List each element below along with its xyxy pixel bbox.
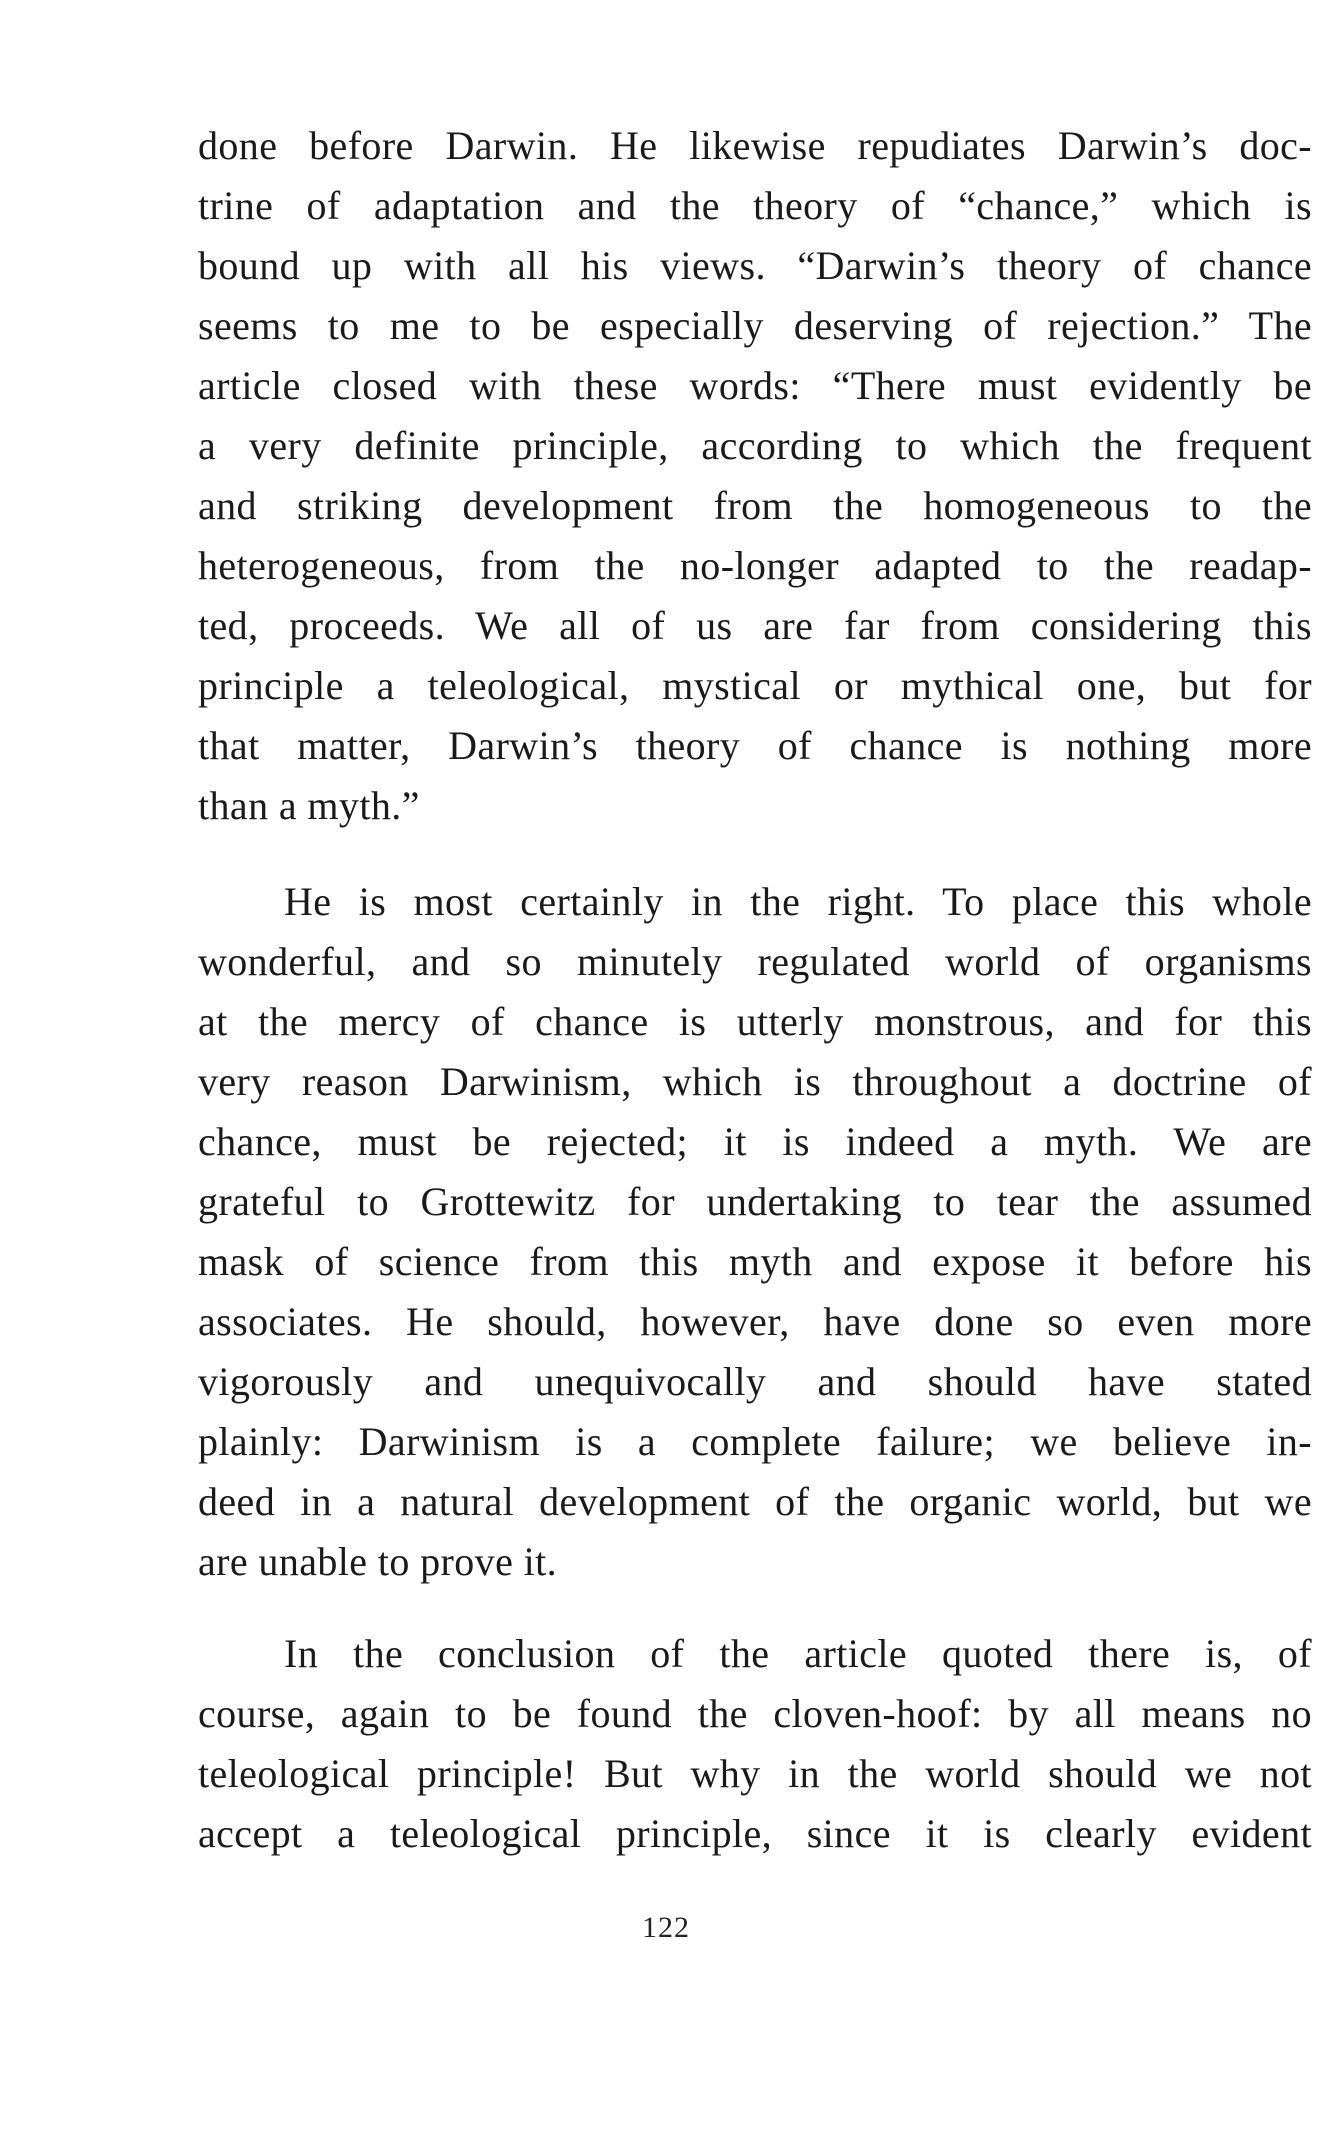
text-line: done before Darwin. He likewise repudiates Darwin’s doc- bbox=[198, 123, 1312, 168]
text-line: article closed with these words: “There must evidently be bbox=[198, 363, 1312, 408]
text-line: He is most certainly in the right. To place this whole bbox=[284, 879, 1312, 924]
text-line: bound up with all his views. “Darwin’s theory of chance bbox=[198, 243, 1312, 288]
text-line: and striking development from the homogeneous to the bbox=[198, 483, 1312, 528]
text-line: accept a teleological principle, since it is clearly evident bbox=[198, 1811, 1312, 1856]
text-line: wonderful, and so minutely regulated world of organisms bbox=[198, 939, 1312, 984]
text-line: chance, must be rejected; it is indeed a myth. We are bbox=[198, 1119, 1312, 1164]
text-line: In the conclusion of the article quoted there is, of bbox=[284, 1631, 1312, 1676]
text-line: principle a teleological, mystical or mythical one, but for bbox=[198, 663, 1312, 708]
text-line: mask of science from this myth and expose it before his bbox=[198, 1239, 1312, 1284]
text-line: vigorously and unequivocally and should have stated bbox=[198, 1359, 1312, 1404]
text-line: very reason Darwinism, which is throughout a doctrine of bbox=[198, 1059, 1312, 1104]
text-line: trine of adaptation and the theory of “chance,” which is bbox=[198, 183, 1312, 228]
text-line: seems to me to be especially deserving of rejection.” The bbox=[198, 303, 1312, 348]
text-line: associates. He should, however, have done so even more bbox=[198, 1299, 1312, 1344]
page-number: 122 bbox=[642, 1911, 690, 1944]
text-line: course, again to be found the cloven-hoof: by all means no bbox=[198, 1691, 1312, 1736]
text-line: at the mercy of chance is utterly monstrous, and for this bbox=[198, 999, 1312, 1044]
text-line: plainly: Darwinism is a complete failure; we believe in- bbox=[198, 1419, 1312, 1464]
text-line: than a myth.” bbox=[198, 783, 420, 828]
text-line: ted, proceeds. We all of us are far from considering this bbox=[198, 603, 1312, 648]
text-line: teleological principle! But why in the world should we not bbox=[198, 1751, 1312, 1796]
text-line: grateful to Grottewitz for undertaking to tear the assumed bbox=[198, 1179, 1312, 1224]
paragraph-3 bbox=[198, 1624, 1312, 1864]
text-line: a very definite principle, according to which the frequent bbox=[198, 423, 1312, 468]
text-line: that matter, Darwin’s theory of chance is nothing more bbox=[198, 723, 1312, 768]
text-line: deed in a natural development of the organic world, but we bbox=[198, 1479, 1312, 1524]
paragraph-1 bbox=[198, 116, 1312, 836]
paragraph-2 bbox=[198, 872, 1312, 1592]
text-line: are unable to prove it. bbox=[198, 1539, 558, 1584]
text-line: heterogeneous, from the no-longer adapted to the readap- bbox=[198, 543, 1312, 588]
